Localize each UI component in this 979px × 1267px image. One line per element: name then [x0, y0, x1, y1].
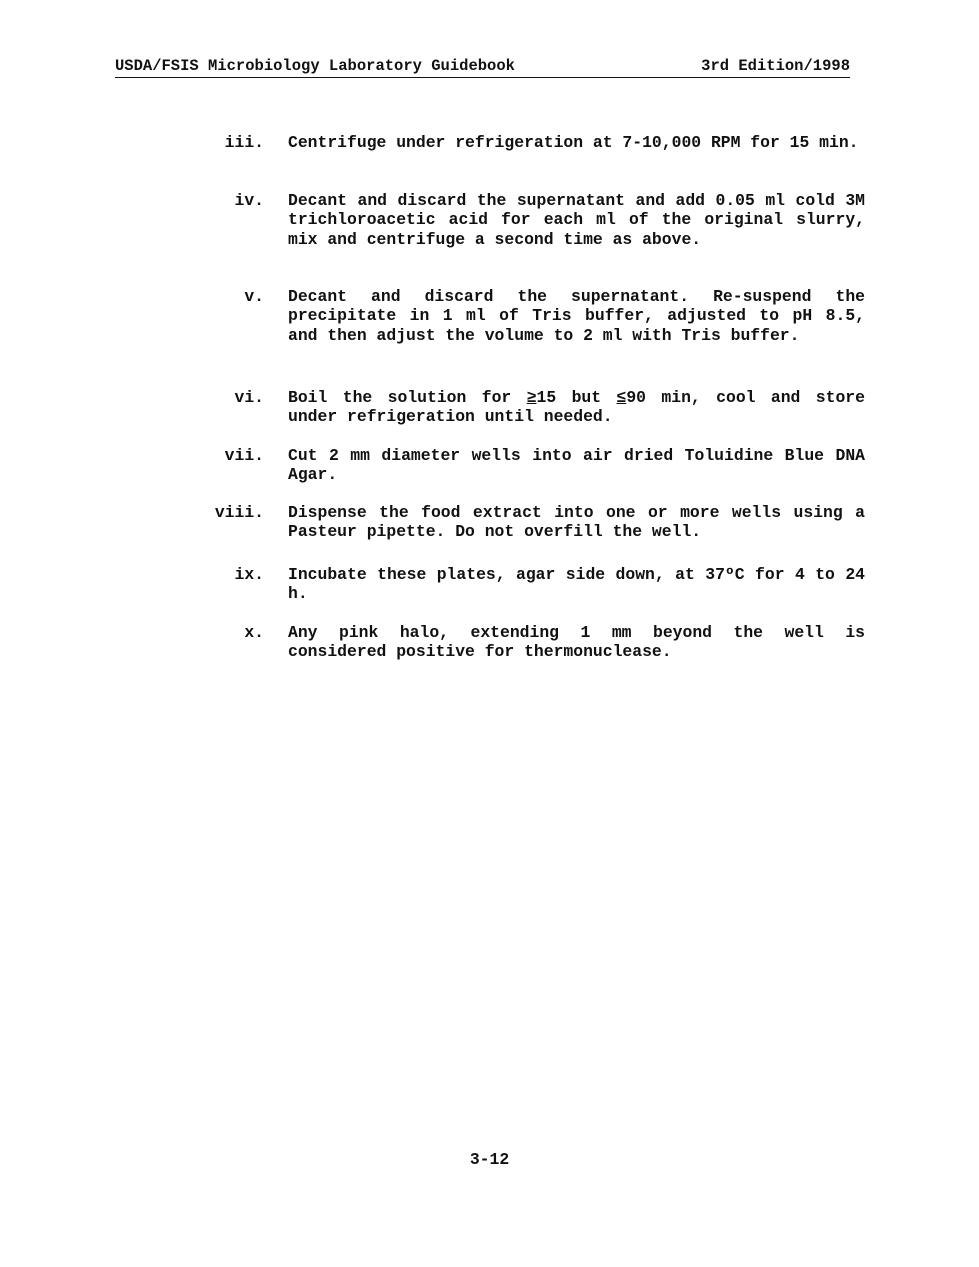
step-number: x. — [244, 623, 264, 642]
step-number: v. — [244, 287, 264, 306]
step-text: Incubate these plates, agar side down, at 37ºC for 4 to 24 h. — [288, 565, 865, 604]
list-item — [200, 623, 865, 662]
step-text: Centrifuge under refrigeration at 7-10,000 RPM for 15 min. — [288, 133, 859, 152]
step-text: Decant and discard the supernatant and add 0.05 ml cold 3M trichloroacetic acid for each ml of the original slurry, mix and centrifuge a second time as above. — [288, 191, 865, 249]
step-text-part: Boil the solution for — [288, 388, 527, 407]
step-text: Any pink halo, extending 1 mm beyond the well is considered positive for thermonuclease. — [288, 623, 865, 662]
list-item — [200, 388, 865, 427]
step-number: vii. — [224, 446, 264, 465]
lte-symbol: ≤ — [616, 388, 627, 407]
list-item — [200, 287, 865, 345]
list-item — [200, 446, 865, 485]
page-number: 3-12 — [469, 1150, 510, 1169]
step-text: Cut 2 mm diameter wells into air dried Toluidine Blue DNA Agar. — [288, 446, 865, 485]
step-number: viii. — [214, 503, 264, 522]
gte-symbol: ≥ — [526, 388, 537, 407]
step-number: vi. — [234, 388, 264, 407]
header-title: USDA/FSIS Microbiology Laboratory Guidebook — [115, 57, 515, 75]
list-item — [200, 191, 865, 249]
list-item — [200, 565, 865, 604]
step-text: Dispense the food extract into one or more wells using a Pasteur pipette. Do not overfill the well. — [288, 503, 865, 542]
step-text-part: 15 but — [536, 388, 617, 407]
step-text-part: 90 min, cool and store under refrigeration until needed. — [288, 388, 865, 427]
running-header — [115, 57, 850, 78]
step-number: iii. — [224, 133, 264, 152]
step-number: iv. — [234, 191, 264, 210]
header-edition: 3rd Edition/1998 — [701, 57, 850, 75]
step-text — [288, 388, 865, 427]
list-item — [200, 133, 865, 152]
step-text: Decant and discard the supernatant. Re-suspend the precipitate in 1 ml of Tris buffer, adjusted to pH 8.5, and then adjust the volume to 2 ml with Tris buffer. — [288, 287, 865, 345]
step-number: ix. — [234, 565, 264, 584]
list-item — [200, 503, 865, 542]
